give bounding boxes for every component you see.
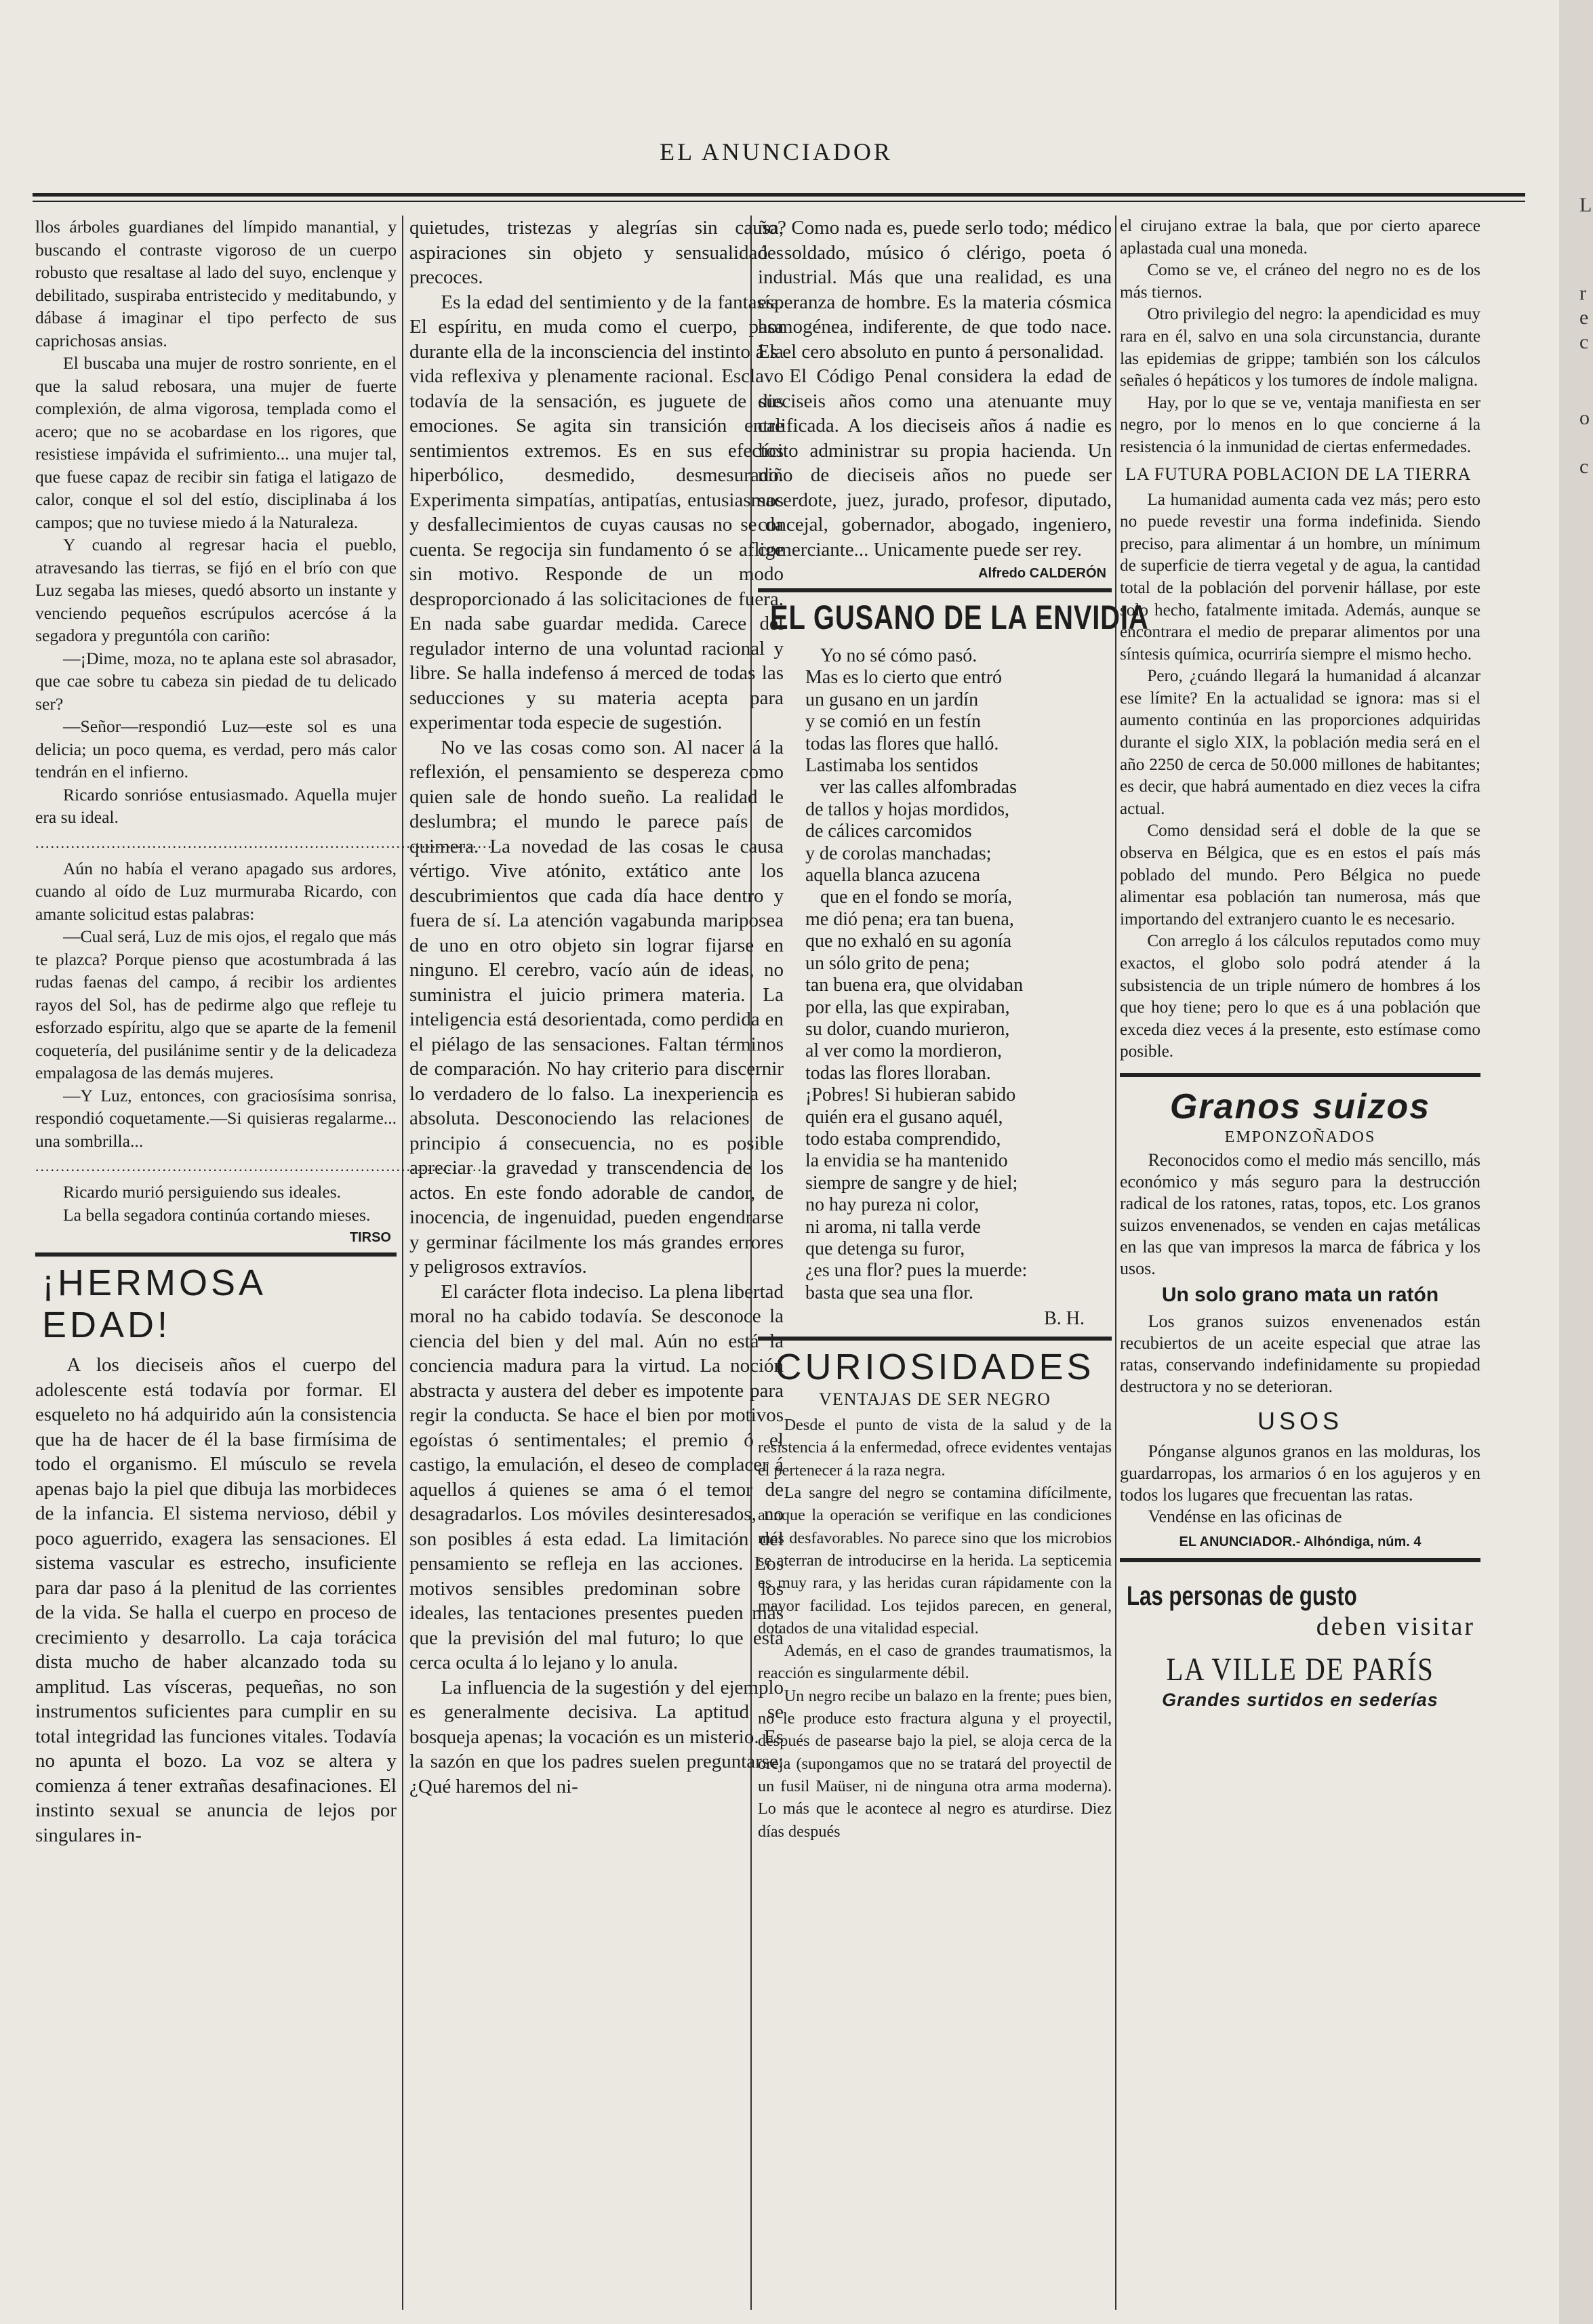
poem-line: ni aroma, ni talla verde bbox=[805, 1216, 981, 1238]
section-paragraph: el cirujano extrae la bala, que por cierto aparece aplastada cual una moneda. bbox=[1120, 217, 1480, 258]
column-divider bbox=[402, 216, 403, 2310]
column-2 bbox=[409, 216, 784, 2317]
column-3 bbox=[758, 216, 1149, 2317]
ad-tagline: Grandes surtidos en sederías bbox=[1162, 1689, 1438, 1710]
story-paragraph: Ricardo sonrióse entusiasmado. Aquella mujer era su ideal. bbox=[35, 784, 397, 827]
poem-line: basta que sea una flor. bbox=[805, 1282, 974, 1303]
story-paragraph: El buscaba una mujer de rostro sonriente, en el que la salud rebosara, una mujer de fuerte complexión, de alma vigorosa, templada como el acero; que no se acobardase en los rigores, que resistiese impávida el sufrimiento... una mujer tal, que fuese capaz de recibir sin fatiga el latigazo de calor, conque el sol del estío, disciplinaba á los campos; que no tuviese miedo á la Naturaleza. bbox=[35, 353, 397, 532]
ad-title: Granos suizos bbox=[1169, 1086, 1431, 1126]
section-paragraph: La sangre del negro se contamina difícilmente, aunque la operación se verifique en las condiciones más desfavorables. No parece sino que los microbios se aterran de introducirse en la herida. La septicemia es muy rara, y las heridas curan rápidamente con la mayor facilidad. Los tejidos parecen, en general, dotados de una vitalidad especial. bbox=[758, 1484, 1112, 1637]
edge-letter: o bbox=[1579, 407, 1590, 429]
poem-line: todas las flores lloraban. bbox=[805, 1062, 991, 1084]
poem-line: me dió pena; era tan buena, bbox=[805, 908, 1014, 930]
ad-subtitle: EMPONZOÑADOS bbox=[1224, 1128, 1376, 1146]
poem-line: y de corolas manchadas; bbox=[805, 842, 992, 864]
poem-line: la envidia se ha mantenido bbox=[805, 1150, 1008, 1172]
ad-store-name: LA VILLE DE PARÍS bbox=[1166, 1651, 1434, 1688]
edge-letter: c bbox=[1579, 455, 1589, 478]
ad-headline: Las personas de gusto bbox=[1127, 1581, 1357, 1611]
section-paragraph: Como densidad será el doble de la que se observa en Bélgica, que es en estos el país más poblado del mundo. Pero Bélgica no puede alimentar esa población tan numerosa, más que importando del extranjero cuanto le es necesario. bbox=[1120, 821, 1480, 929]
poem-line: de tallos y hojas mordidos, bbox=[805, 798, 1009, 820]
poem-line: siempre de sangre y de hiel; bbox=[805, 1172, 1018, 1194]
adjacent-page-edge bbox=[1559, 0, 1593, 2324]
edge-letter: c bbox=[1579, 331, 1589, 353]
poem-line: ¡Pobres! Si hubieran sabido bbox=[805, 1084, 1016, 1106]
article-signature: Alfredo CALDERÓN bbox=[978, 566, 1106, 581]
poem-line: su dolor, cuando murieron, bbox=[805, 1018, 1010, 1040]
story-paragraph: llos árboles guardianes del límpido manantial, y buscando el contraste vigoroso de un cuerpo robusto que resaltase al lado del suyo, enclenque y debilitado, suspiraba entristecido y meditabundo, y dábase á imaginar el tipo perfecto de sus caprichosas ansias. bbox=[35, 217, 397, 350]
poem-line: no hay pureza ni color, bbox=[805, 1194, 980, 1216]
story-paragraph: —Señor—respondió Luz—este sol es una delicia; un poco quema, es verdad, pero más calor tendrán en el infierno. bbox=[35, 716, 397, 781]
section-paragraph: Además, en el caso de grandes traumatismos, la reacción es singularmente débil. bbox=[758, 1642, 1112, 1683]
story-paragraph: Ricardo murió persiguiendo sus ideales. bbox=[62, 1182, 342, 1202]
edge-letter: r bbox=[1579, 282, 1586, 304]
ad-text: Reconocidos como el medio más sencillo, más económico y más seguro para la destrucción radical de los ratones, ratas, topos, etc. Los granos suizos envenenados, se venden en cajas metálicas en las que van impresos la marca de fábrica y los usos. bbox=[1120, 1149, 1480, 1278]
dotted-separator: .......................................................................................... bbox=[35, 1158, 493, 1175]
poem-line: que no exhaló en su agonía bbox=[805, 931, 1012, 952]
poem-line: y se comió en un festín bbox=[805, 711, 981, 733]
story-signature: TIRSO bbox=[349, 1230, 391, 1245]
story-paragraph: —Y Luz, entonces, con graciosísima sonrisa, respondió coquetamente.—Si quisieras regalarme... una sombrilla... bbox=[35, 1085, 397, 1151]
section-paragraph: Desde el punto de vista de la salud y de la resistencia á la enfermedad, ofrece evidentes ventajas el pertenecer á la raza negra. bbox=[758, 1416, 1112, 1480]
newspaper-title: EL ANUNCIADOR bbox=[660, 138, 893, 165]
section-paragraph: Pero, ¿cuándo llegará la humanidad á alcanzar ese límite? En la actualidad se ignora: mas si el aumento continúa en las proporciones adquiridas durante el siglo XIX, la población media será en el año 2250 de cerca de 50.000 millones de habitantes; es decir, que habrá aumentado en diez veces la cifra actual. bbox=[1120, 667, 1480, 818]
ad-headline-2: deben visitar bbox=[1316, 1612, 1475, 1641]
story-paragraph: —Cual será, Luz de mis ojos, el regalo que más te plazca? Porque pienso que acostumbrada á las rudas faenas del campo, á recibir los ardientes rayos del Sol, has de pedirme algo que refleje tu esforzado espíritu, algo que se aparte de la femenil coquetería, del pusilánime sentir y de la delicadeza empalagosa de las demás mujeres. bbox=[35, 926, 397, 1082]
section-paragraph: Otro privilegio del negro: la apendicidad es muy rara en él, salvo en una sola circunstancia, durante las epidemias de grippe; también son los cálculos señales ó hepáticos y los tumores de índole maligna. bbox=[1120, 305, 1480, 390]
ad-text: Pónganse algunos granos en las molduras, los guardarropas, los armarios ó en los agujeros y en todos los lugares que frecuentan las ratas. bbox=[1120, 1441, 1480, 1505]
section-rule bbox=[758, 588, 1112, 592]
column-4 bbox=[1120, 216, 1480, 2317]
story-paragraph: Y cuando al regresar hacia el pueblo, atravesando las tierras, se fijó en el brío con que Luz segaba las mieses, quedó absorto un instante y venciendo pequeños escrúpulos acercóse á la segadora y preguntóla con cariño: bbox=[35, 535, 397, 645]
poem-title: EL GUSANO DE LA ENVIDIA bbox=[770, 598, 1149, 636]
section-paragraph: Hay, por lo que se ve, ventaja manifiesta en ser negro, por lo menos en lo que concierne á la resistencia ó la inmunidad de ciertas enfermedades. bbox=[1120, 393, 1480, 456]
poem-line: Yo no sé cómo pasó. bbox=[820, 645, 977, 666]
dotted-separator: .......................................................................................... bbox=[35, 834, 493, 851]
story-paragraph: La bella segadora continúa cortando mieses. bbox=[62, 1204, 371, 1225]
section-paragraph: Con arreglo á los cálculos reputados como muy exactos, el globo solo podrá atender á la subsistencia de un triple número de hombres á los que hoy tiene; pero lo que es á una población que exceda diez veces á la presente, esto estímase como posible. bbox=[1120, 932, 1480, 1061]
section-subtitle: VENTAJAS DE SER NEGRO bbox=[819, 1389, 1051, 1410]
poem-line: ¿es una flor? pues la muerde: bbox=[805, 1260, 1028, 1282]
ad-text: Vendénse en las oficinas de bbox=[1148, 1506, 1342, 1526]
ad-text: Los granos suizos envenenados están recubiertos de un aceite especial que atrae las ratas, conservando indefinidamente su propiedad destructora y no se deterioran. bbox=[1120, 1311, 1480, 1396]
article-title: ¡HERMOSA EDAD! bbox=[42, 1263, 265, 1345]
article-paragraph: Es la edad del sentimiento y de la fantasía. El espíritu, en muda como el cuerpo, pasa durante ella de la inconsciencia del instinto á la vida reflexiva y plenamente racional. Esclavo todavía de la sensación, es juguete de sus emociones. Se agita sin transición entre sentimientos extremos. Es en sus efectos hiperbólico, desmedido, desmesurado. Experimenta simpatías, antipatías, entusiasmos y desfallecimientos de cuyas causas no se da cuenta. Se regocija sin fundamento ó se aflige sin motivo. Responde de un modo desproporcionado á las solicitaciones de fuera. En nada sabe guardar medida. Carece del regulador interno de una voluntad racional y libre. Se halla indefenso á merced de todas las seducciones y su materia acepta para experimentar toda especie de sugestión. bbox=[409, 291, 784, 733]
poem-line: tan buena era, que olvidaban bbox=[805, 975, 1024, 996]
poem-line: que detenga su furor, bbox=[805, 1238, 965, 1259]
poem-line: todas las flores que halló. bbox=[805, 733, 999, 754]
poem-line: Lastimaba los sentidos bbox=[805, 755, 979, 777]
column-divider bbox=[1115, 216, 1116, 2310]
ad-slogan: Un solo grano mata un ratón bbox=[1161, 1283, 1439, 1306]
poem-line: todo estaba comprendido, bbox=[805, 1128, 1001, 1149]
poem-line: por ella, las que expiraban, bbox=[805, 996, 1010, 1018]
article-paragraph: A los dieciseis años el cuerpo del adolescente está todavía por formar. El esqueleto no há adquirido aún la consistencia que ha de hacer de él la base firmísima de todo el organismo. El músculo se revela apenas bajo la piel que dibuja las morbideces de la infancia. El sistema nervioso, débil y poco aguerrido, exagera las sensaciones. El sistema vascular es estrecho, insuficiente para dar paso á la plenitud de las corrientes de la vida. Se halla el cuerpo en proceso de crecimiento y desarrollo. La caja torácica dista mucho de haber alcanzado toda su amplitud. Las vísceras, pequeñas, no son instrumentos suficientes para cumplir en su total integridad las funciones vitales. Todavía no apunta el bozo. La voz se altera y comienza á tener extrañas desafinaciones. El instinto sexual se anuncia de lejos por singulares in- bbox=[35, 1354, 397, 1846]
granos-suizos-ad bbox=[1120, 1086, 1480, 1550]
poem-line: que en el fondo se moría, bbox=[820, 886, 1013, 908]
article-paragraph: No ve las cosas como son. Al nacer á la reflexión, el pensamiento se despereza como quien sale de hondo sueño. La realidad le deslumbra; el mundo le parece país de quimera. La novedad de las cosas le causa vértigo. Vive atónito, extático ante los descubrimientos que cada día hace dentro y fuera de sí. La atención vagabunda mariposea de uno en otro objeto sin lograr fijarse en ninguno. El cerebro, vacío aún de ideas, no suministra el juicio primera materia. La inteligencia está desorientada, como perdida en el piélago de las sensaciones. Faltan términos de comparación. No hay criterio para discernir lo verdadero de lo falso. La inexperiencia es absoluta. Desconociendo las relaciones de principio á consecuencia, no es posible apreciar la gravedad y transcendencia de los actos. En este fondo adorable de candor, de inocencia, de ingenuidad, pueden engendrarse y germinar fácilmente los más grandes errores y peligrosos extravíos. bbox=[409, 736, 784, 1278]
masthead bbox=[27, 132, 1525, 207]
poem-line: ver las calles alfombradas bbox=[820, 777, 1017, 798]
article-paragraph: La influencia de la sugestión y del ejemplo es generalmente decisiva. La aptitud se bosqueja apenas; la vocación es un misterio. Es la sazón en que los padres suelen preguntarse: ¿Qué haremos del ni- bbox=[409, 1676, 784, 1797]
section-rule bbox=[1120, 1558, 1480, 1562]
header-rule-thin bbox=[33, 201, 1525, 202]
edge-letter: e bbox=[1579, 306, 1589, 329]
poem bbox=[805, 645, 1112, 1304]
poem-line: Mas es lo cierto que entró bbox=[805, 667, 1003, 689]
poem-line: de cálices carcomidos bbox=[805, 821, 972, 842]
poem-line: un gusano en un jardín bbox=[805, 689, 979, 710]
section-heading: LA FUTURA POBLACION DE LA TIERRA bbox=[1125, 464, 1472, 484]
ville-de-paris-ad bbox=[1120, 1581, 1480, 1711]
poem-line: aquella blanca azucena bbox=[805, 865, 981, 886]
section-title: CURIOSIDADES bbox=[775, 1347, 1095, 1388]
poem-signature: B. H. bbox=[1044, 1308, 1085, 1330]
ad-address: EL ANUNCIADOR.- Alhóndiga, núm. 4 bbox=[1179, 1534, 1421, 1549]
edge-letter: L bbox=[1579, 194, 1592, 216]
poem-line: un sólo grito de pena; bbox=[805, 952, 970, 974]
article-paragraph: El carácter flota indeciso. La plena libertad moral no ha cabido todavía. Se desconoce la ciencia del bien y del mal. Aún no está la conciencia madura para la virtud. La noción abstracta y austera del deber es impotente para regir la conducta. Se hace el bien por motivos egoístas ó sentimentales; el premio ó el castigo, la emulación, el deseo de complacer á aquellos á quienes se ama ó el temor de desagradarlos. Los móviles desinteresados, no son posibles á esta edad. La limitación del pensamiento se refleja en las acciones. Los motivos sensibles predominan sobre los ideales, las tentaciones presentes pueden más que la previsión del mal futuro; lo que está cerca oculta á lo lejano y lo anula. bbox=[409, 1280, 784, 1673]
story-paragraph: Aún no había el verano apagado sus ardores, cuando al oído de Luz murmuraba Ricardo, con amante solicitud estas palabras: bbox=[35, 858, 397, 924]
section-rule bbox=[758, 1337, 1112, 1341]
story-paragraph: —¡Dime, moza, no te aplana este sol abrasador, que cae sobre tu cabeza sin piedad de tu delicado ser? bbox=[35, 648, 397, 714]
article-paragraph: El Código Penal considera la edad de dieciseis años como una atenuante muy calificada. A los dieciseis años á nadie es lícito administrar su propia hacienda. Un niño de dieciseis años no puede ser sacerdote, juez, jurado, profesor, diputado, concejal, gobernador, abogado, ingeniero, comerciante... Unicamente puede ser rey. bbox=[758, 365, 1112, 560]
poem-line: quién era el gusano aquél, bbox=[805, 1106, 1003, 1128]
article-paragraph: quietudes, tristezas y alegrías sin causa, aspiraciones sin objeto y sensualidades precoces. bbox=[409, 217, 784, 288]
ad-usos-heading: USOS bbox=[1257, 1406, 1344, 1435]
column-1 bbox=[35, 216, 493, 2317]
section-rule bbox=[1120, 1073, 1480, 1077]
poem-line: al ver como la mordieron, bbox=[805, 1040, 1003, 1062]
header-rule bbox=[33, 193, 1525, 197]
article-paragraph: ño? Como nada es, puede serlo todo; médico ó soldado, músico ó clérigo, poeta ó industrial. Más que una realidad, es una esperanza de hombre. Es la materia cósmica homogénea, indiferente, de que todo nace. Es el cero absoluto en punto á personalidad. bbox=[758, 217, 1112, 363]
section-rule bbox=[35, 1252, 397, 1257]
section-paragraph: La humanidad aumenta cada vez más; pero esto no puede revestir una forma indefinida. Siendo preciso, para alimentar á un hombre, un mínimum de superficie de tierra vegetal y de agua, la cantidad total de la población del porvenir hállase, por este solo hecho, fatalmente imitada. Además, aunque se encontrara el medio de preparar alimentos por una síntesis química, ocurriría siempre el mismo hecho. bbox=[1120, 490, 1480, 664]
section-paragraph: Como se ve, el cráneo del negro no es de los más tiernos. bbox=[1120, 261, 1480, 302]
section-paragraph: Un negro recibe un balazo en la frente; pues bien, no le produce esto fractura alguna y el proyectil, después de pasearse bajo la piel, se aloja cerca de la oreja (supongamos que no se tratará del proyectil de un fusil Maüser, ni de ninguna otra arma moderna). Lo más que le acontece al negro es aturdirse. Diez días después bbox=[758, 1686, 1112, 1841]
